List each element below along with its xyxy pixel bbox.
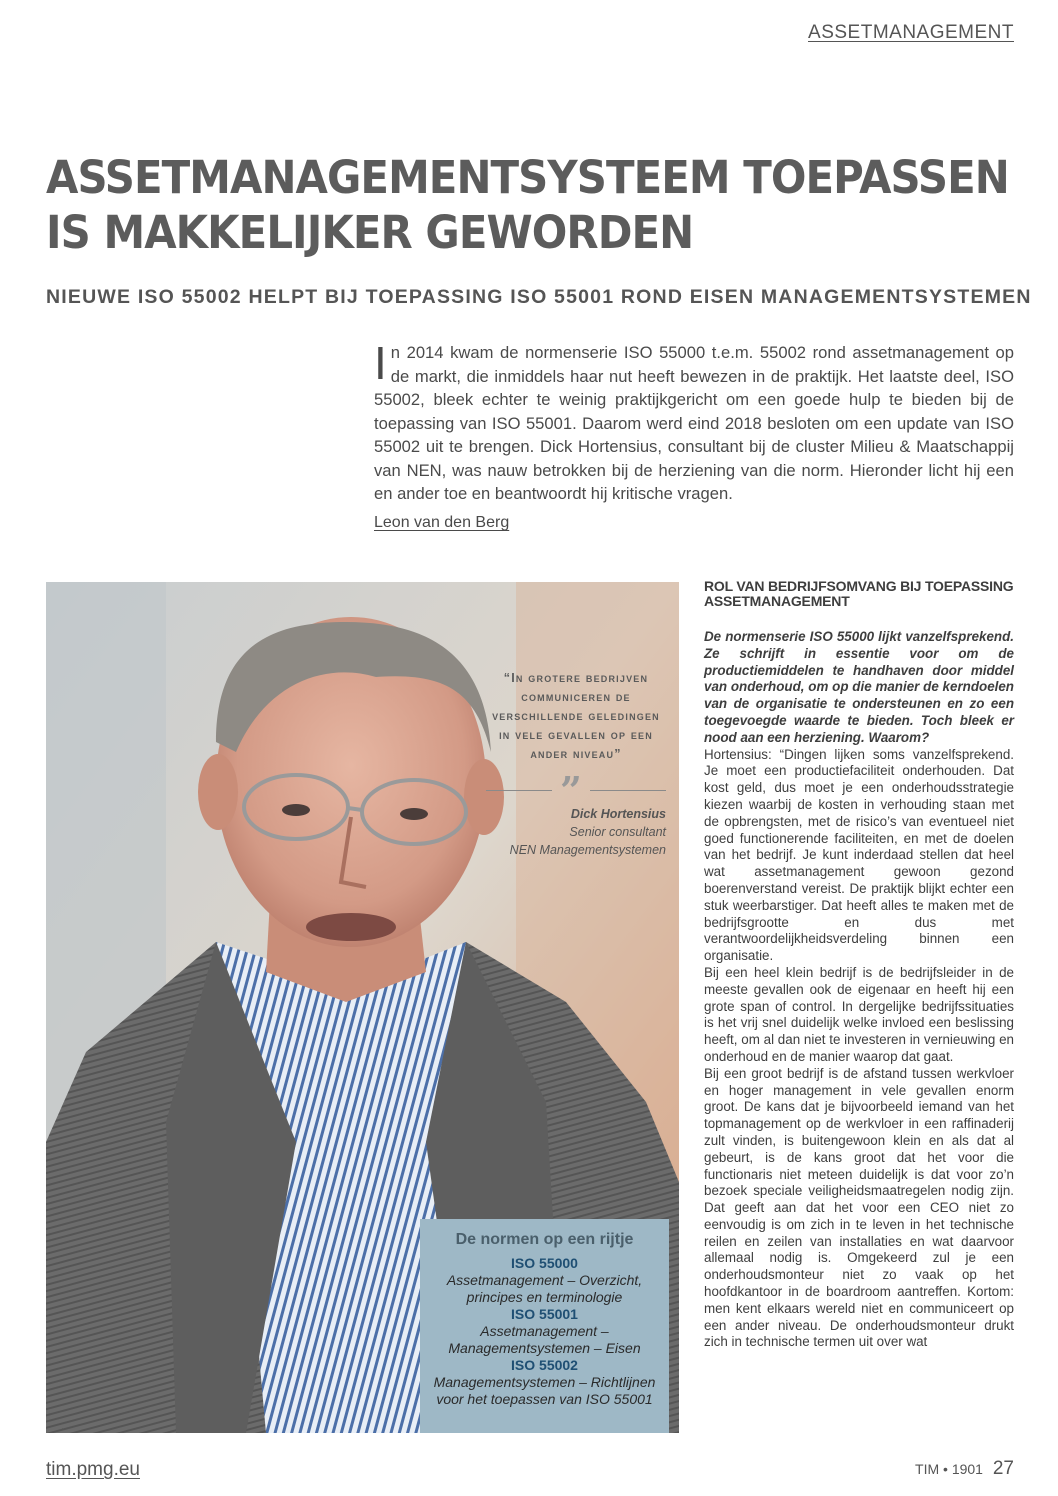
intro-text: n 2014 kwam de normenserie ISO 55000 t.e.m. 55002 rond assetmanagement op de markt, die inmiddels haar nut heeft bewezen in de praktijk. Het laatste deel, ISO 55002, bleek echter te weinig praktijkgericht om een goede hulp te bieden bij de toepassing van ISO 55001. Daarom werd eind 2018 besloten om een update van ISO 55002 uit te brengen. Dick Hortensius, consultant bij de cluster Milieu & Maatschappij van NEN, was nauw betrokken bij de herziening van die norm. Hieronder licht hij een en ander toe en beantwoordt hij kritische vragen. [374, 343, 1014, 503]
article-lead: De normenserie ISO 55000 lijkt vanzelfsprekend. Ze schrijft in essentie voor om de productiemiddelen te handhaven door middel van onderhoud, om op die manier de kerndoelen van de organisatie te ondersteunen en zo een toegevoegde waarde te bieden. Toch bleek er nood aan een herziening. Waarom? [704, 629, 1014, 745]
intro-paragraph [374, 337, 1014, 506]
headline-line-1: ASSETMANAGEMENTSYSTEEM TOEPASSEN [46, 151, 1009, 204]
quote-role: Senior consultant [569, 825, 666, 839]
footer-url-link[interactable]: tim.pmg.eu [46, 1459, 140, 1480]
norm-description: Managementsystemen – Richtlijnen voor het toepassen van ISO 55001 [433, 1374, 656, 1407]
bullet-separator: • [943, 1461, 952, 1477]
norm-code: ISO 55000 [511, 1255, 578, 1271]
article-paragraph: Bij een heel klein bedrijf is de bedrijfsleider in de meeste gevallen ook de eigenaar en heeft hij een grote span of control. In dergelijke bedrijfssituaties is het vrij snel duidelijk welke invloed een beslissing heeft, om al dan niet te investeren in vernieuwing en onderhoud en de manier waarop dat gaat. [704, 964, 1014, 1064]
quote-attribution [486, 805, 666, 859]
quote-divider-left [486, 790, 552, 791]
quote-org: NEN Managementsystemen [509, 843, 666, 857]
article-heading: ROL VAN BEDRIJFSOMVANG BIJ TOEPASSING ASSETMANAGEMENT [704, 578, 1014, 609]
quote-divider-right [590, 790, 666, 791]
article-paragraph: Hortensius: “Dingen lijken soms vanzelfsprekend. Je moet een productiefaciliteit onderhouden. Dat kost geld, dus moet je een onderhoudsstrategie kiezen waarbij de kosten in verhouding staan met de opbrengsten, met de risico’s van eventueel niet goed functionerende faciliteiten, en met de doelen van het bedrijf. Je kunt inderdaad stellen dat heel wat assetmanagement gewoon gezond boerenverstand vereist. De praktijk blijkt echter een stuk weerbarstiger. Dat heeft alles te maken met de bedrijfsgrootte en dus met verantwoordelijkheidsverdeling binnen een organisatie. [704, 746, 1014, 964]
footer-issue-number: 1901 [951, 1461, 983, 1477]
pull-quote: “In grotere bedrijven communiceren de verschillende geledingen in vele gevallen op een ander niveau” [492, 671, 660, 761]
page-number: 27 [992, 1458, 1014, 1479]
norm-code: ISO 55002 [511, 1357, 578, 1373]
quote-mark-icon: ” [560, 768, 582, 813]
norm-code: ISO 55001 [511, 1306, 578, 1322]
footer-issue [915, 1458, 1014, 1480]
subheadline: NIEUWE ISO 55002 HELPT BIJ TOEPASSING ISO 55001 ROND EISEN MANAGEMENTSYSTEMEN [46, 286, 1032, 308]
quote-name: Dick Hortensius [570, 807, 666, 821]
article-paragraph: Bij een groot bedrijf is de afstand tussen werkvloer en hoger management in vele gevallen enorm groot. De kans dat je bijvoorbeeld iemand van het topmanagement op de werkvloer in een raffinaderij zult vinden, is buitengewoon klein en als dat al gebeurt, is de kans groot dat het voor die functionaris niet meteen duidelijk is dat voor zo’n bezoek speciale veiligheidsmaatregelen nodig zijn. Dat geeft aan dat het voor een CEO niet zo eenvoudig is om zich in te leven in het technische reilen en zeilen van installaties en wat daarvoor allemaal nodig is. Omgekeerd zul je een onderhoudsmonteur niet zo vaak op het hoofdkantoor in de boardroom aantreffen. Kortom: men kent elkaars wereld niet en communiceert op een ander niveau. De onderhoudsmonteur drukt zich in technische termen uit over wat [704, 1065, 1014, 1350]
dropcap: I [374, 337, 387, 389]
section-tag: ASSETMANAGEMENT [808, 22, 1014, 43]
norms-box [420, 1219, 669, 1433]
footer-magazine: TIM [915, 1461, 940, 1477]
headline [46, 150, 1009, 260]
norm-description: Assetmanagement – Managementsystemen – Eisen [448, 1323, 641, 1356]
headline-line-2: IS MAKKELIJKER GEWORDEN [46, 206, 694, 259]
norms-box-title: De normen op een rijtje [455, 1231, 634, 1248]
byline[interactable]: Leon van den Berg [374, 514, 510, 531]
norm-description: Assetmanagement – Overzicht, principes en terminologie [446, 1272, 643, 1305]
article-column [704, 579, 1014, 1351]
